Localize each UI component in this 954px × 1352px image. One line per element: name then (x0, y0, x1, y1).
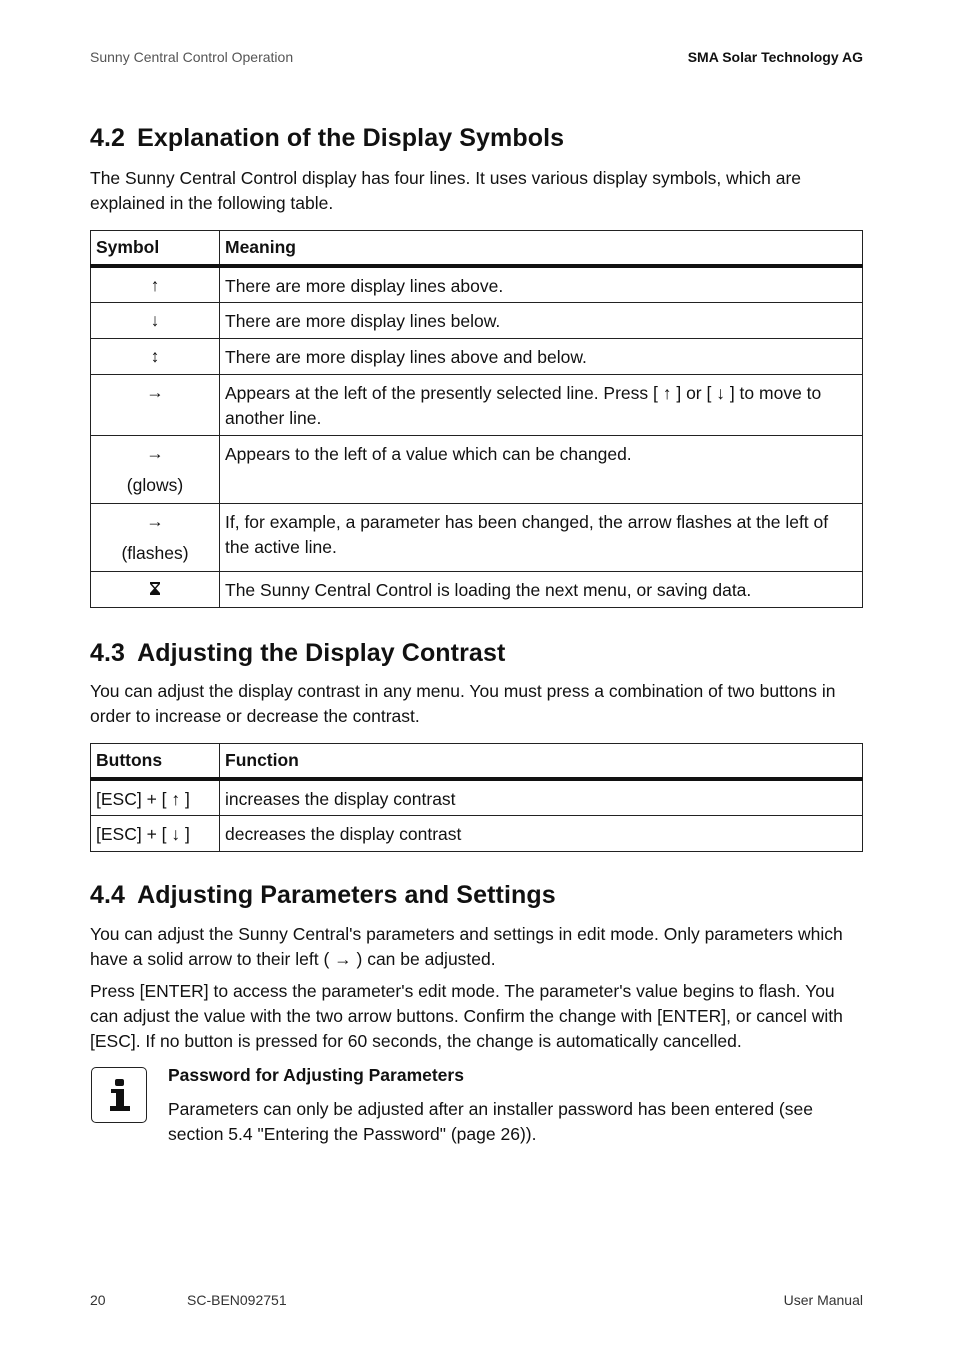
table-row (91, 779, 863, 815)
document-code: SC-BEN092751 (187, 1292, 287, 1308)
table-header-row (91, 744, 863, 780)
section-number: 4.4 (90, 881, 126, 909)
arrow-right-icon: → (146, 510, 164, 531)
meaning-cell: There are more display lines below. (220, 302, 863, 338)
section-title: Explanation of the Display Symbols (137, 124, 565, 152)
section-heading-4-3 (90, 639, 505, 668)
table-row (91, 302, 863, 338)
note-title: Password for Adjusting Parameters (168, 1065, 464, 1085)
note-body: Parameters can only be adjusted after an installer password has been entered (see section 5.4 "Entering the Password" (page 26)). (168, 1099, 813, 1144)
section-4-2-intro: The Sunny Central Control display has four lines. It uses various display symbols, which are explained in the following table. (90, 168, 802, 213)
arrow-right-icon: → (146, 442, 164, 463)
symbol-cell (91, 435, 220, 503)
document-type: User Manual (783, 1292, 863, 1308)
arrow-up-down-icon: ↕ (150, 345, 160, 366)
section-number: 4.3 (90, 639, 126, 667)
symbol-note: (glows) (126, 474, 184, 495)
function-cell: decreases the display contrast (220, 815, 863, 851)
meaning-cell: There are more display lines above. (220, 266, 863, 302)
table-row (91, 266, 863, 302)
table-row (91, 503, 863, 571)
meaning-cell: Appears to the left of a value which can be changed. (220, 435, 863, 503)
hourglass-icon (150, 582, 160, 595)
arrow-right-icon: → (146, 381, 164, 402)
meaning-cell: If, for example, a parameter has been changed, the arrow flashes at the left of the active line. (220, 503, 863, 571)
buttons-cell: [ESC] + [ ↑ ] (91, 779, 220, 815)
column-header-symbol: Symbol (91, 231, 220, 267)
symbol-cell (91, 571, 220, 607)
meaning-cell: Appears at the left of the presently selected line. Press [ ↑ ] or [ ↓ ] to move to another line. (220, 374, 863, 435)
section-4-4-paragraph-2: Press [ENTER] to access the parameter's edit mode. The parameter's value begins to flash. You can adjust the value with the two arrow buttons. Confirm the change with [ENTER], or cancel with [ESC]. If no button is pressed for 60 seconds, the change is automatically cancelled. (90, 981, 843, 1051)
contrast-buttons-table (90, 743, 863, 852)
info-icon (91, 1067, 147, 1123)
section-4-3-intro: You can adjust the display contrast in any menu. You must press a combination of two buttons in order to increase or decrease the contrast. (90, 681, 836, 726)
section-4-4-paragraph-1: You can adjust the Sunny Central's parameters and settings in edit mode. Only parameters which have a solid arrow to their left ( → ) can be adjusted. (90, 924, 843, 969)
function-cell: increases the display contrast (220, 779, 863, 815)
table-row (91, 815, 863, 851)
section-title: Adjusting the Display Contrast (137, 639, 506, 667)
meaning-cell: The Sunny Central Control is loading the next menu, or saving data. (220, 571, 863, 607)
symbol-cell (91, 338, 220, 374)
section-number: 4.2 (90, 124, 126, 152)
symbol-cell (91, 503, 220, 571)
column-header-buttons: Buttons (91, 744, 220, 780)
meaning-cell: There are more display lines above and below. (220, 338, 863, 374)
column-header-meaning: Meaning (220, 231, 863, 267)
page-header-left: Sunny Central Control Operation (90, 49, 294, 65)
section-heading-4-4 (90, 881, 556, 910)
section-title: Adjusting Parameters and Settings (137, 881, 556, 909)
table-row (91, 435, 863, 503)
column-header-function: Function (220, 744, 863, 780)
table-header-row (91, 231, 863, 267)
table-row (91, 338, 863, 374)
table-row (91, 571, 863, 607)
buttons-cell: [ESC] + [ ↓ ] (91, 815, 220, 851)
table-row (91, 374, 863, 435)
symbol-cell (91, 266, 220, 302)
arrow-up-icon: ↑ (150, 275, 160, 295)
symbol-cell (91, 374, 220, 435)
display-symbols-table (90, 230, 863, 608)
symbol-note: (flashes) (121, 542, 189, 563)
arrow-down-icon: ↓ (150, 309, 160, 330)
symbol-cell (91, 302, 220, 338)
section-heading-4-2 (90, 124, 564, 153)
page-number: 20 (90, 1292, 106, 1308)
page-header-right: SMA Solar Technology AG (687, 49, 863, 65)
